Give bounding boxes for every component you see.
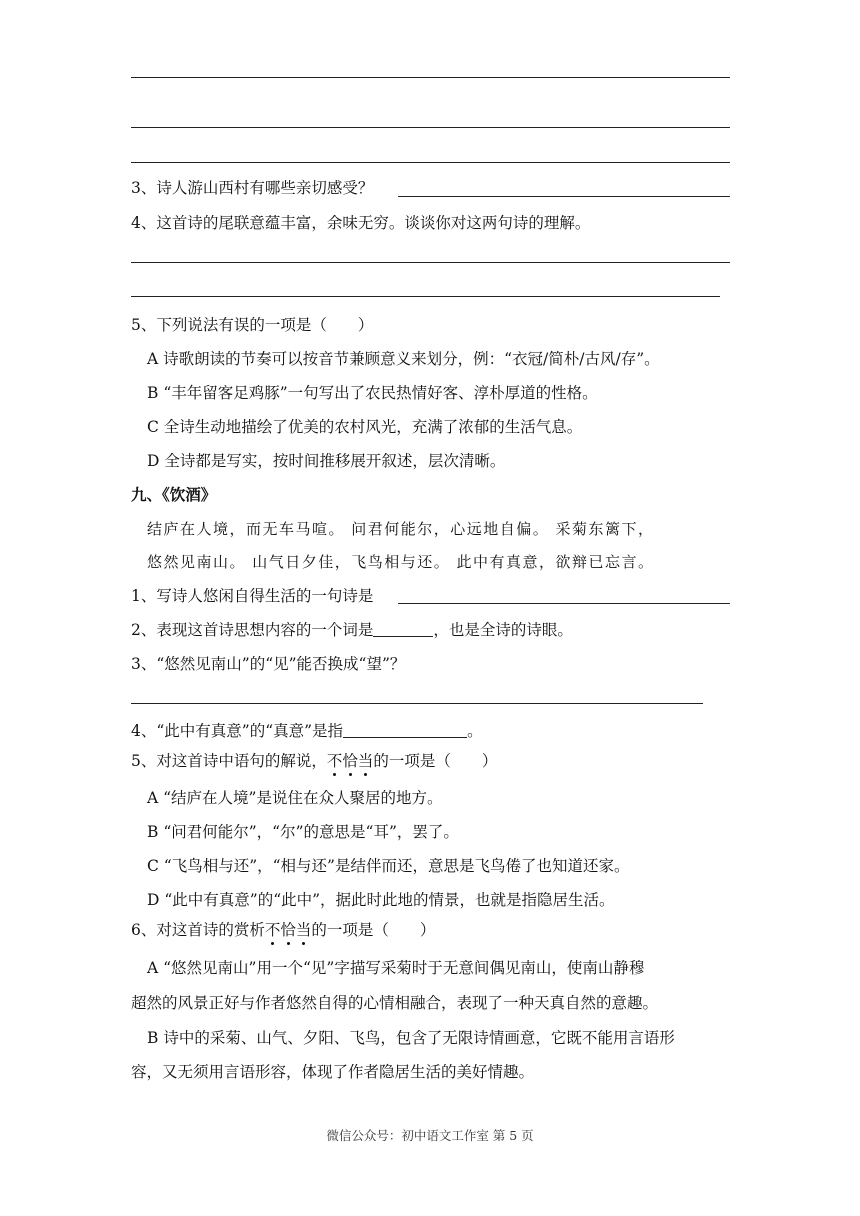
question-8-4: 4、这首诗的尾联意蕴丰富，余味无穷。谈谈你对这两句诗的理解。 [131,214,591,232]
option-c: C “飞鸟相与还”，“相与还”是结伴而还，意思是飞鸟倦了也知道还家。 [147,857,630,875]
option-d: D “此中有真意”的“此中”，据此时此地的情景，也就是指隐居生活。 [147,891,615,909]
question-9-1: 1、写诗人悠闲自得生活的一句诗是 [131,587,374,605]
answer-line [131,296,720,297]
answer-line [131,127,730,128]
answer-line [131,262,730,263]
option-b-line-1: B 诗中的采菊、山气、夕阳、飞鸟，包含了无限诗情画意，它既不能用言语形 [147,1029,675,1047]
question-9-6: 6、对这首诗的赏析不恰当的一项是（ ） [131,921,436,939]
option-a-line-1: A “悠然见南山”用一个“见”字描写采菊时于无意间偶见南山，使南山静穆 [147,959,645,977]
option-b: B “问君何能尔”，“尔”的意思是“耳”，罢了。 [147,823,459,841]
poem-line-2: 悠然见南山。 山气日夕佳，飞鸟相与还。 此中有真意，欲辩已忘言。 [147,553,655,571]
option-a-line-2: 超然的风景正好与作者悠然自得的心情相融合，表现了一种天真自然的意趣。 [131,994,659,1012]
question-9-4: 4、“此中有真意”的“真意”是指 。 [131,722,483,740]
answer-line [131,162,730,163]
page-footer: 微信公众号：初中语文工作室 第 5 页 [326,1128,534,1143]
answer-blank [398,196,730,197]
question-9-3: 3、“悠然见南山”的“见”能否换成“望”？ [131,655,406,673]
option-c: C 全诗生动地描绘了优美的农村风光，充满了浓郁的生活气息。 [147,418,583,436]
answer-blank [398,603,730,604]
emphasis-char: 不 [264,921,281,939]
answer-line [131,77,730,78]
option-a: A 诗歌朗读的节奏可以按音节兼顾意义来划分，例：“衣冠/简朴/古风/存”。 [147,350,660,368]
emphasis-char: 当 [295,921,312,939]
poem-line-1: 结庐在人境，而无车马喧。 问君何能尔，心远地自偏。 采菊东篱下， [147,520,655,538]
answer-blank [373,620,433,637]
answer-line [131,703,703,704]
option-a: A “结庐在人境”是说住在众人聚居的地方。 [147,789,443,807]
answer-blank [343,721,467,738]
question-8-5: 5、下列说法有误的一项是（ ） [131,316,374,334]
emphasis-char: 当 [357,752,374,770]
option-d: D 全诗都是写实，按时间推移展开叙述，层次清晰。 [147,452,506,470]
question-9-5: 5、对这首诗中语句的解说，不恰当的一项是（ ） [131,752,498,770]
emphasis-char: 恰 [342,752,358,770]
option-b: B “丰年留客足鸡豚”一句写出了农民热情好客、淳朴厚道的性格。 [147,384,598,402]
emphasis-char: 恰 [280,921,296,939]
question-9-2: 2、表现这首诗思想内容的一个词是 ，也是全诗的诗眼。 [131,621,573,639]
option-b-line-2: 容，又无须用言语形容，体现了作者隐居生活的美好情趣。 [131,1063,535,1081]
section-nine-heading: 九、《饮酒》 [131,485,217,504]
emphasis-char: 不 [326,752,343,770]
question-8-3: 3、诗人游山西村有哪些亲切感受？ [131,179,374,197]
